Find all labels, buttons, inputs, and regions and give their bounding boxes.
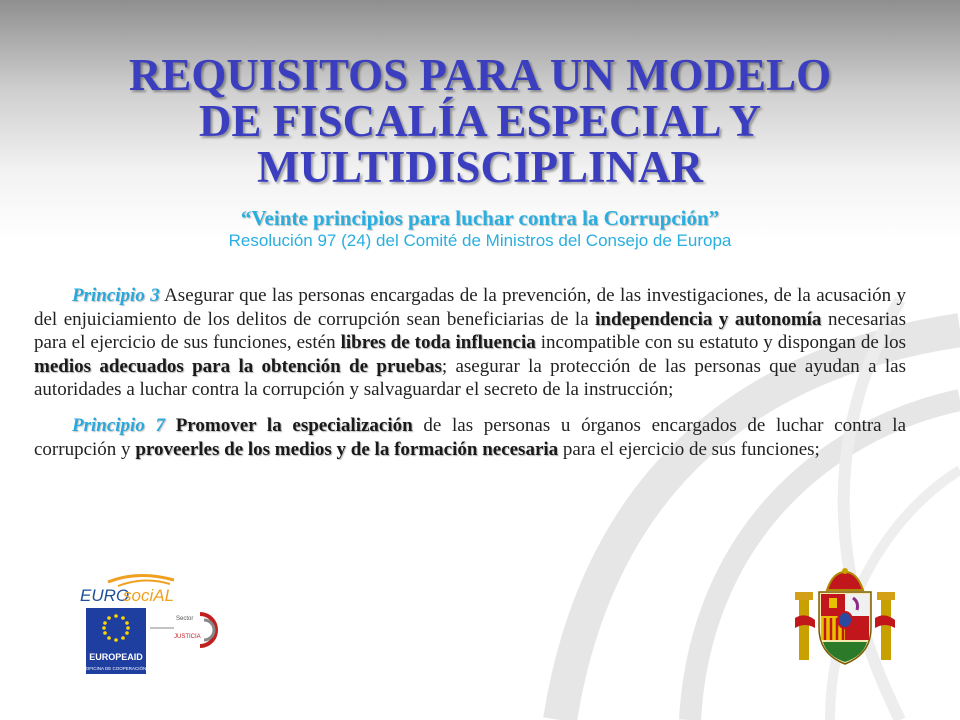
justicia-text: JUSTICIA	[174, 634, 201, 640]
eurosocial-swoosh-icon	[108, 575, 174, 586]
principle-3-text-4: ; asegurar la protección de las personas que ayudan a las autoridades a luchar contra la corrupción y salvaguardar el secreto de la instrucción;	[34, 355, 906, 401]
sector-text: Sector	[176, 616, 194, 622]
title-line-2: DE FISCALÍA ESPECIAL Y	[198, 96, 762, 146]
principle-7-text-1: de las personas u órganos encargados de luchar contra la corrupción y	[34, 414, 907, 460]
oficina-cooperacion-text: OFICINA DE COOPERACIÓN	[85, 666, 147, 671]
eurosocial-text-b: sociAL	[123, 586, 175, 605]
principle-3-paragraph	[34, 284, 906, 402]
eurosocial-text-a: EURO	[80, 586, 130, 605]
principle-3-text-1: Asegurar que las personas encargadas de la prevención, de las investigaciones, de la acusación y del enjuiciamiento de los delitos de corrupción sean beneficiarias de la	[34, 285, 906, 330]
eurosocial-logo	[78, 570, 218, 680]
principle-3-highlight-1: independencia y autonomía	[595, 308, 822, 330]
subtitle-resolution: Resolución 97 (24) del Comité de Ministros del Consejo de Europa	[228, 231, 732, 250]
principles-body	[34, 284, 906, 473]
principle-3-text-2: necesarias para el ejercicio de sus funciones, estén	[34, 308, 907, 354]
principle-7-paragraph	[34, 414, 906, 461]
eu-flag-icon	[86, 608, 146, 648]
principle-7-highlight-1: Promover la especialización	[175, 414, 413, 436]
principle-7-highlight-2: proveerles de los medios y de la formación necesaria	[135, 438, 559, 460]
principle-3-highlight-3: medios adecuados para la obtención de pruebas	[34, 355, 442, 377]
principle-7-label: Principio 7	[72, 414, 166, 436]
principle-3-label: Principio 3	[72, 285, 160, 306]
title-line-3: MULTIDISCIPLINAR	[257, 142, 703, 192]
title-line-1: REQUISITOS PARA UN MODELO	[128, 50, 832, 100]
europeaid-text: EUROPEAID	[89, 652, 143, 662]
subtitle-quote: “Veinte principios para luchar contra la Corrupción”	[240, 206, 720, 230]
spain-coat-of-arms	[793, 568, 897, 668]
principle-7-text-2: para el ejercicio de sus funciones;	[558, 438, 820, 460]
principle-3-text-3: incompatible con su estatuto y dispongan de los	[535, 332, 906, 354]
subtitle	[40, 206, 920, 252]
slide-title	[40, 52, 920, 190]
principle-3-highlight-2: libres de toda influencia	[340, 332, 536, 354]
